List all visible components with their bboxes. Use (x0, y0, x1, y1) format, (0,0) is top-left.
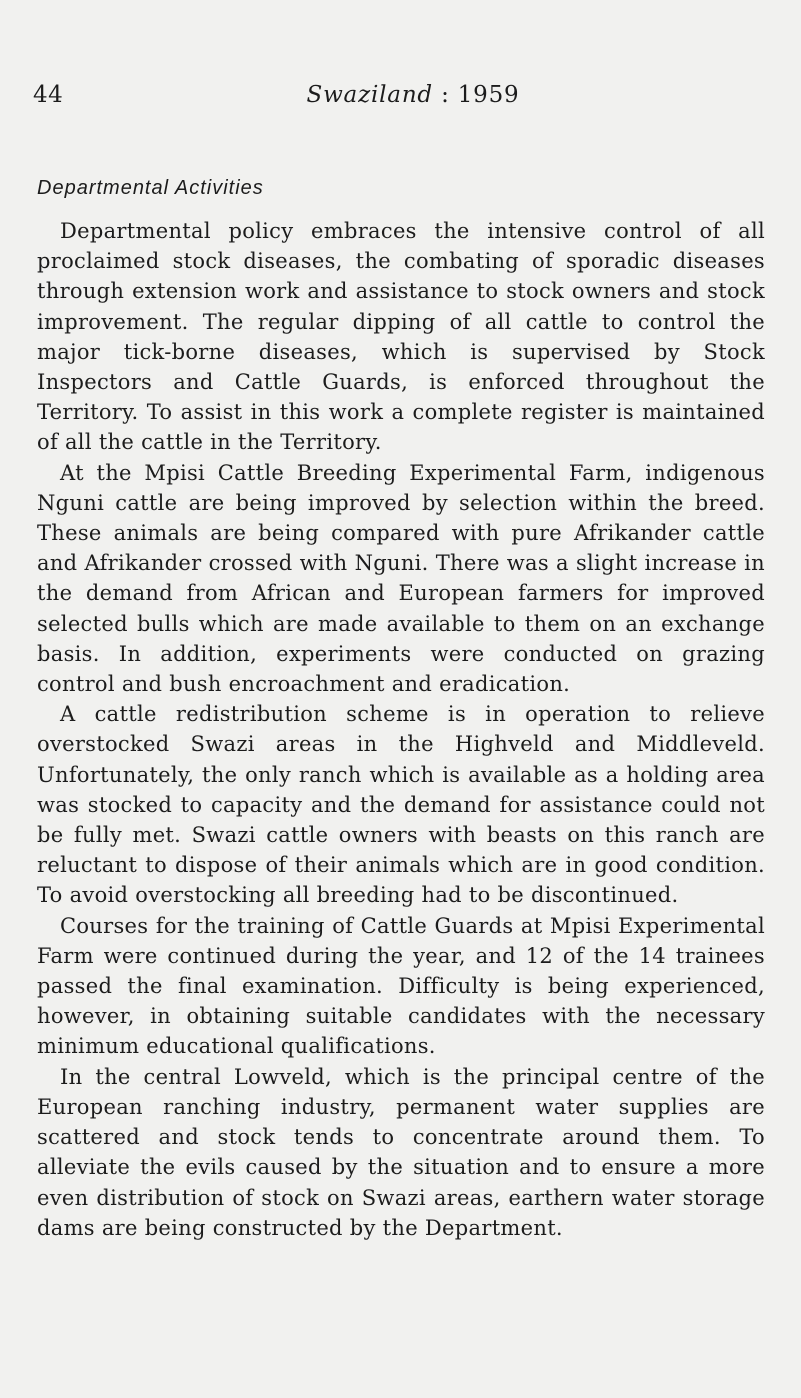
running-head-separator: : (432, 82, 458, 108)
paragraph: Departmental policy embraces the intensive control of all proclaimed stock diseases, the combating of sporadic diseases through extension work and assistance to stock owners and stock improvement. The regular dipping of all cattle to control the major tick-borne diseases, which is supervised by Stock Inspectors and Cattle Guards, is enforced throughout the Territory. To assist in this work a complete register is maintained of all the cattle in the Territory. (37, 219, 765, 455)
body-text (37, 216, 765, 1243)
paragraph: In the central Lowveld, which is the principal centre of the European ranching industry, permanent water supplies are scattered and stock tends to concentrate around them. To alleviate the evils caused by the situation and to ensure a more even distribution of stock on Swazi areas, earthern water storage dams are being constructed by the Department. (37, 1064, 765, 1240)
page-number: 44 (33, 82, 64, 108)
paragraph: Courses for the training of Cattle Guards at Mpisi Experimental Farm were continued during the year, and 12 of the 14 trainees passed the final examination. Difficulty is being experienced, however, in obtaining suitable candidates with the necessary minimum educational qualifications. (37, 913, 765, 1059)
running-head-title: Swaziland (306, 82, 433, 108)
section-heading: Departmental Activities (37, 177, 264, 199)
running-head (33, 82, 793, 108)
page-header (33, 82, 793, 118)
paragraph: A cattle redistribution scheme is in operation to relieve overstocked Swazi areas in the Highveld and Middleveld. Unfortunately, the only ranch which is available as a holding area was stocked to capacity and the demand for assistance could not be fully met. Swazi cattle owners with beasts on this ranch are reluctant to dispose of their animals which are in good condition. To avoid overstocking all breeding had to be discontinued. (37, 702, 765, 908)
paragraph: At the Mpisi Cattle Breeding Experimental Farm, indigenous Nguni cattle are being improved by selection within the breed. These animals are being compared with pure Afrikander cattle and Afrikander crossed with Nguni. There was a slight increase in the demand from African and European farmers for improved selected bulls which are made available to them on an exchange basis. In addition, experiments were conducted on grazing control and bush encroachment and eradication. (37, 460, 765, 697)
running-head-year: 1959 (457, 82, 520, 108)
